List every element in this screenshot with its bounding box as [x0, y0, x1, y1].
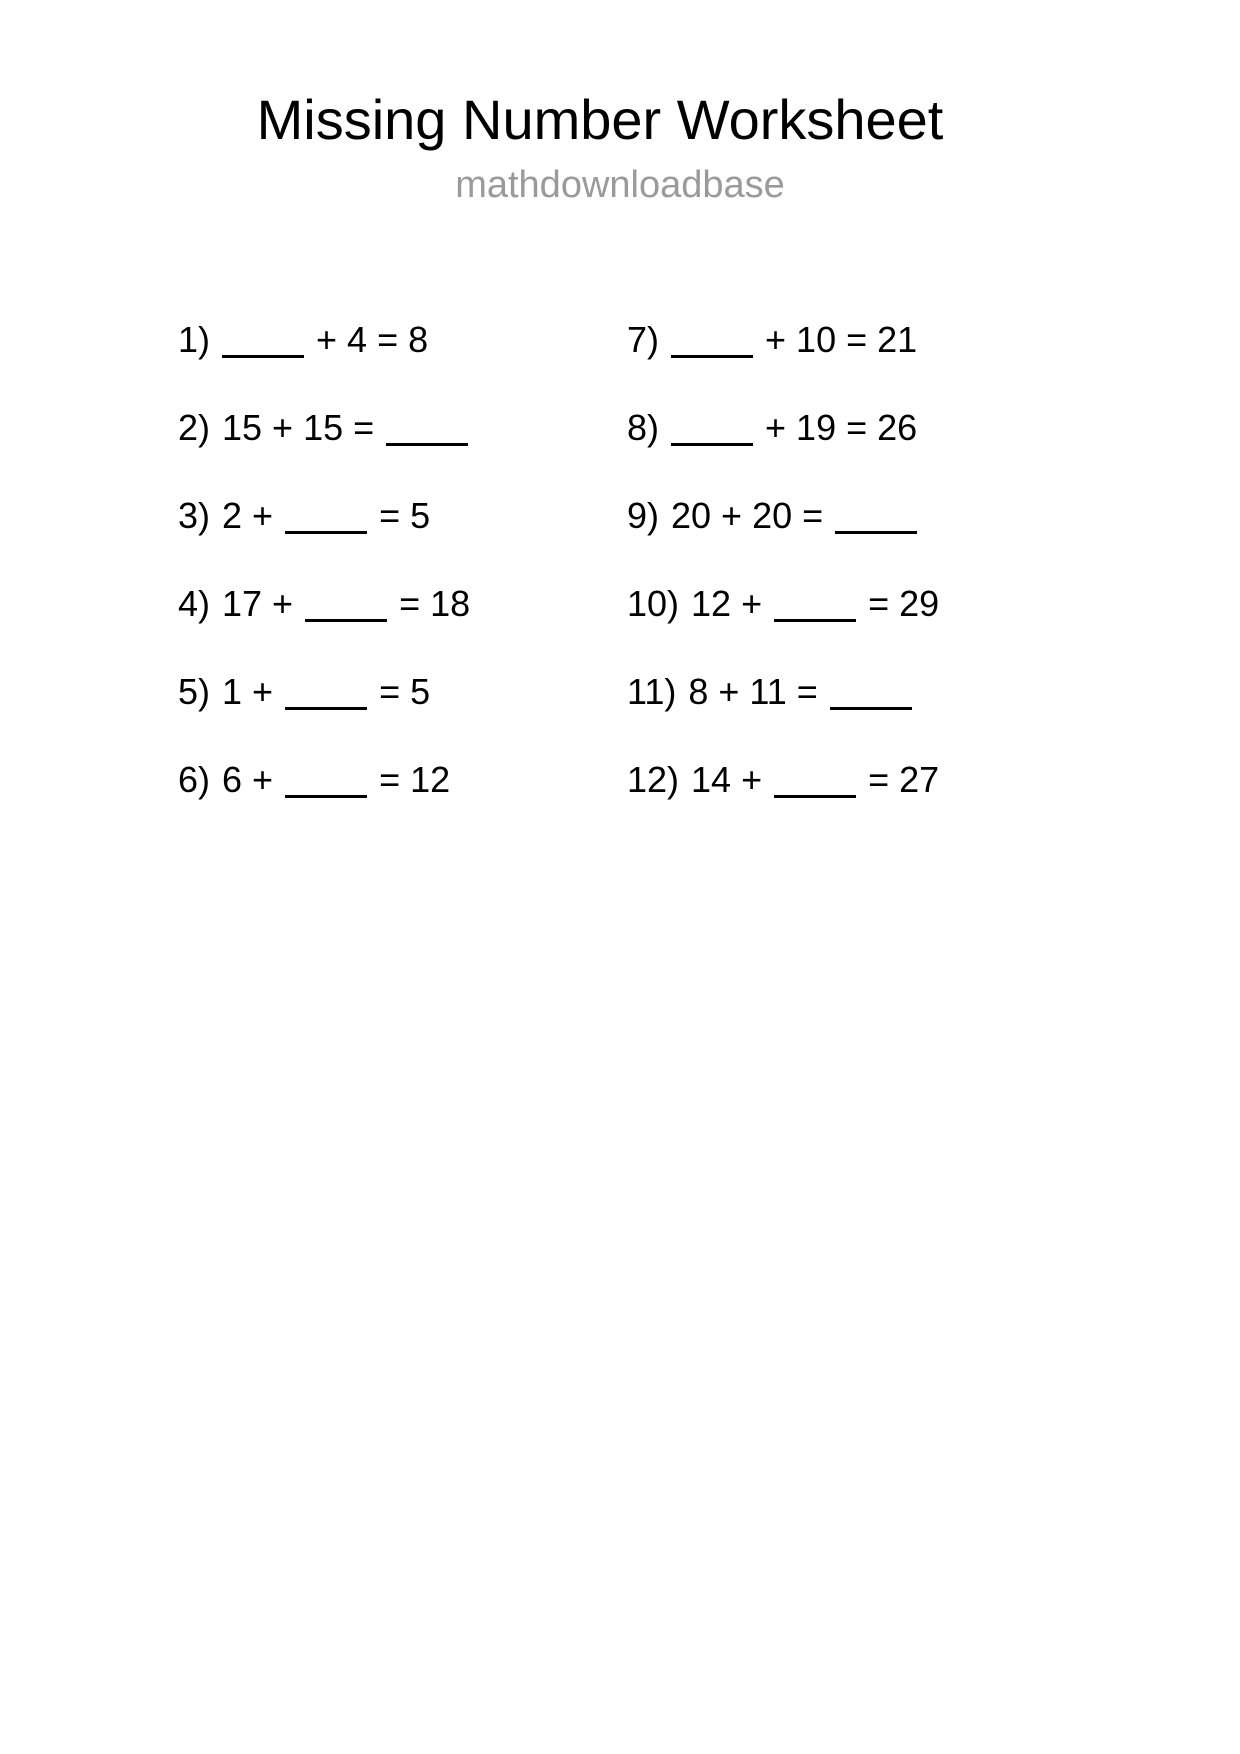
answer-blank-line — [671, 325, 753, 358]
answer-blank-line — [285, 765, 367, 798]
problem-number: 6) — [178, 759, 211, 800]
problem-number: 2) — [178, 407, 211, 448]
problem-row — [627, 495, 939, 534]
answer-blank-line — [285, 501, 367, 534]
problem-pre-text: 2 + — [222, 495, 274, 536]
problem-pre-text: 14 + — [691, 759, 763, 800]
problem-pre-text: 1 + — [222, 671, 274, 712]
problem-row — [627, 583, 939, 622]
problem-number: 12) — [627, 759, 680, 800]
problem-number: 5) — [178, 671, 211, 712]
answer-blank-line — [671, 413, 753, 446]
problem-pre-text: 12 + — [691, 583, 763, 624]
problem-post-text: = 18 — [399, 583, 471, 624]
problems-column-left — [178, 319, 470, 798]
page-subtitle: mathdownloadbase — [455, 164, 785, 206]
problem-pre-text: 17 + — [222, 583, 294, 624]
answer-blank-line — [222, 325, 304, 358]
problem-number: 4) — [178, 583, 211, 624]
answer-blank-line — [835, 501, 917, 534]
problem-row — [627, 319, 939, 358]
problem-number: 3) — [178, 495, 211, 536]
problem-post-text: = 29 — [868, 583, 940, 624]
page-title: Missing Number Worksheet — [256, 88, 944, 151]
problem-number: 11) — [627, 671, 677, 712]
problem-pre-text: 20 + 20 = — [671, 495, 824, 536]
problem-number: 7) — [627, 319, 660, 360]
problem-post-text: = 5 — [379, 495, 431, 536]
answer-blank-line — [285, 677, 367, 710]
problem-row — [178, 759, 470, 798]
answer-blank-line — [774, 589, 856, 622]
problem-number: 9) — [627, 495, 660, 536]
problem-row — [178, 407, 470, 446]
problem-row — [178, 319, 470, 358]
answer-blank-line — [305, 589, 387, 622]
problem-row — [178, 495, 470, 534]
problem-post-text: = 12 — [379, 759, 451, 800]
problem-row — [627, 671, 939, 710]
problem-row — [178, 671, 470, 710]
problem-number: 8) — [627, 407, 660, 448]
problems-column-right — [627, 319, 939, 798]
answer-blank-line — [830, 677, 912, 710]
problem-number: 10) — [627, 583, 680, 624]
problem-post-text: = 27 — [868, 759, 940, 800]
problem-row — [627, 407, 939, 446]
problem-row — [627, 759, 939, 798]
answer-blank-line — [774, 765, 856, 798]
problem-pre-text: 6 + — [222, 759, 274, 800]
problem-post-text: = 5 — [379, 671, 431, 712]
problem-post-text: + 10 = 21 — [765, 319, 918, 360]
problem-pre-text: 15 + 15 = — [222, 407, 375, 448]
problem-pre-text: 8 + 11 = — [688, 671, 818, 712]
problem-post-text: + 19 = 26 — [765, 407, 918, 448]
answer-blank-line — [386, 413, 468, 446]
problem-row — [178, 583, 470, 622]
problem-number: 1) — [178, 319, 211, 360]
problem-post-text: + 4 = 8 — [316, 319, 429, 360]
